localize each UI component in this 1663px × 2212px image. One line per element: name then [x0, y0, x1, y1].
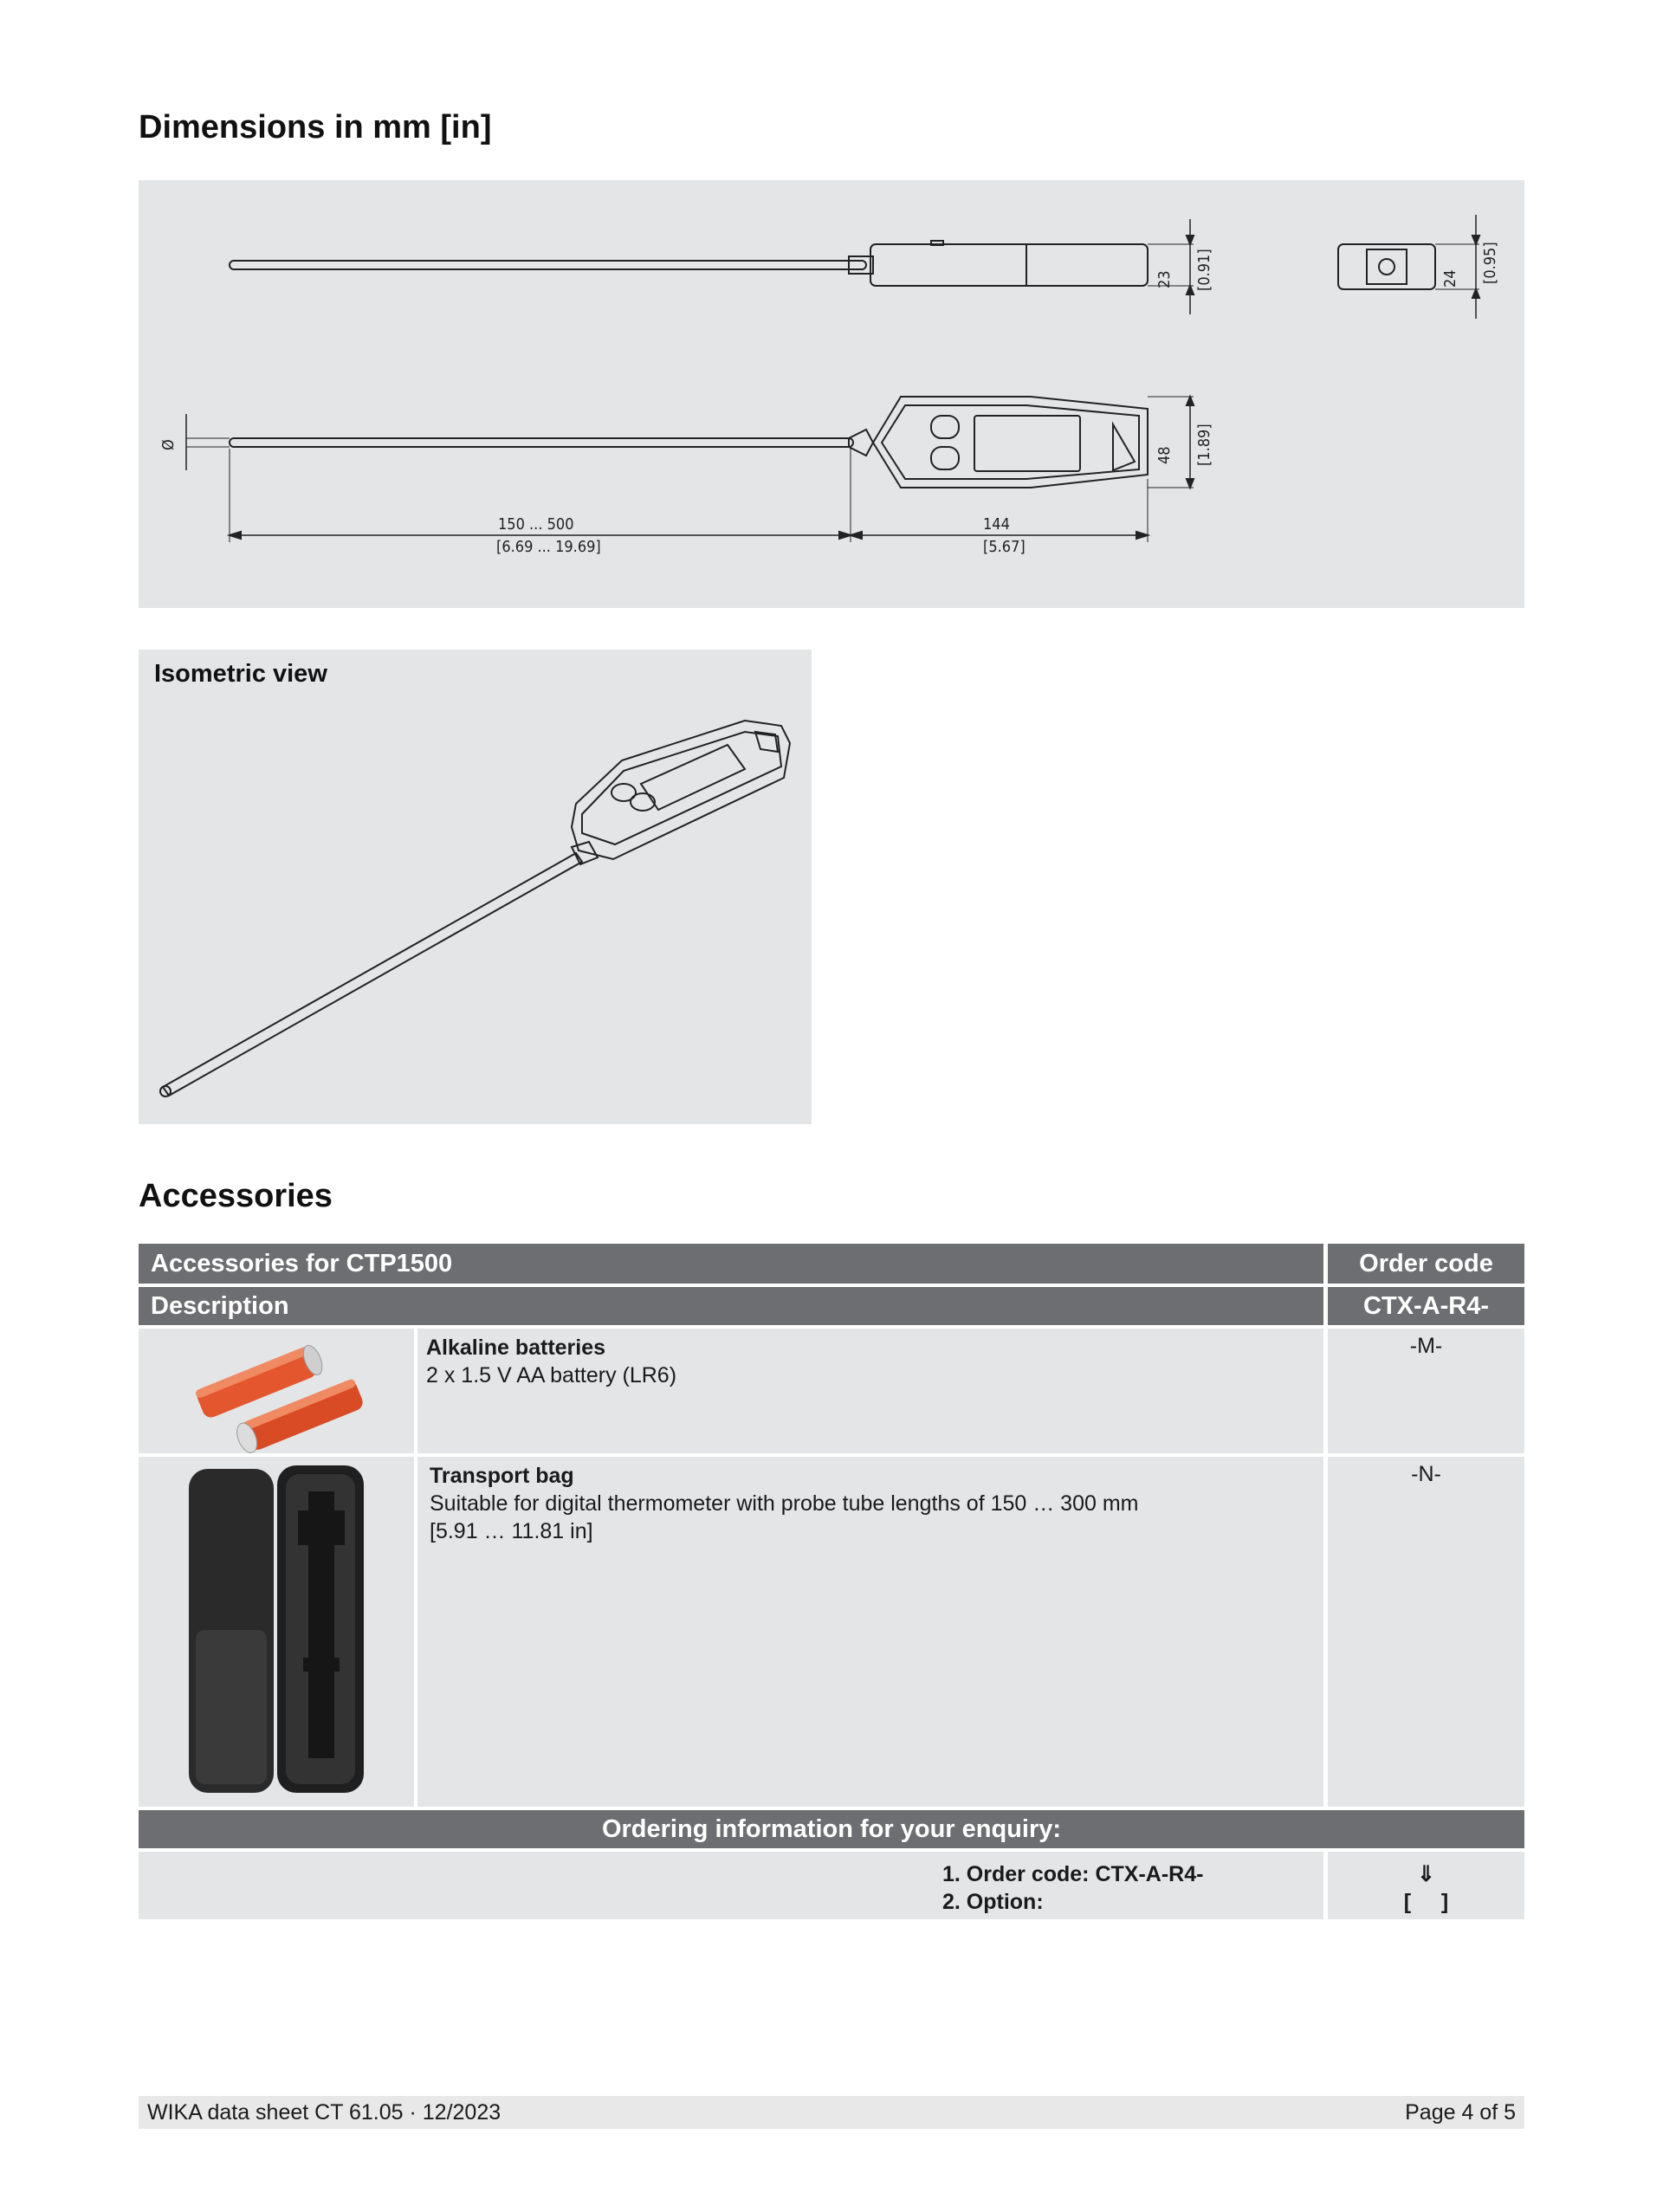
body-front-view — [873, 397, 1148, 488]
display-outline — [974, 416, 1080, 471]
item-title: Transport bag — [430, 1464, 574, 1488]
accessories-title: Accessories — [139, 1178, 333, 1214]
ordering-right — [1328, 1852, 1524, 1919]
dim-probe-length-in: [6.69 ... 19.69] — [496, 538, 601, 556]
subheader-right: CTX-A-R4- — [1328, 1287, 1524, 1325]
dim-diameter: Ø — [159, 439, 178, 450]
dimensions-drawing — [139, 180, 1524, 608]
table-row — [139, 1329, 1524, 1453]
iso-display — [641, 745, 745, 810]
table-row — [139, 1457, 1524, 1807]
transport-bag-image — [139, 1457, 414, 1807]
footer-datasheet: WIKA data sheet CT 61.05 · 12/2023 — [147, 2100, 501, 2125]
dim-body-length: 144 — [983, 515, 1010, 534]
table-subheader-row — [139, 1287, 1524, 1325]
page-footer — [139, 2096, 1524, 2129]
item-order-code: -M- — [1328, 1329, 1524, 1453]
battery-icon — [139, 1329, 414, 1453]
ordering-line-1: 1. Order code: CTX-A-R4- — [942, 1862, 1204, 1886]
ordering-left — [139, 1852, 1323, 1919]
header-right: Order code — [1328, 1244, 1524, 1284]
ordering-header: Ordering information for your enquiry: — [139, 1810, 1524, 1848]
table-header-row — [139, 1244, 1524, 1284]
dimensions-title: Dimensions in mm [in] — [139, 109, 492, 146]
header-left: Accessories for CTP1500 — [139, 1244, 1323, 1284]
item-text: Suitable for digital thermometer with probe tube lengths of 150 … 300 mm — [430, 1491, 1139, 1516]
isometric-label: Isometric view — [154, 660, 327, 688]
dim-height-end: 24 — [1441, 269, 1459, 288]
transport-bag-icon — [139, 1457, 414, 1807]
body-end-view — [1338, 244, 1435, 289]
battery-description — [417, 1329, 1323, 1453]
body-top-view — [870, 244, 1148, 286]
accessories-table — [139, 1244, 1524, 1919]
footer-page-number: Page 4 of 5 — [1405, 2100, 1516, 2125]
isometric-drawing — [139, 650, 812, 1124]
dim-body-length-in: [5.67] — [983, 538, 1026, 556]
probe-collar-top — [849, 256, 873, 274]
dim-probe-length: 150 ... 500 — [498, 515, 574, 534]
isometric-panel — [139, 650, 812, 1124]
ordering-arrow: ⇓ — [1417, 1862, 1435, 1886]
probe-top-view — [230, 261, 866, 269]
dim-height-top: 23 — [1155, 270, 1174, 288]
technical-drawing — [139, 180, 1524, 608]
dim-height-front-in: [1.89] — [1195, 424, 1213, 466]
battery-image — [139, 1329, 414, 1453]
item-order-code: -N- — [1328, 1457, 1524, 1807]
dim-height-top-in: [0.91] — [1195, 249, 1213, 291]
ordering-line-2: 2. Option: — [942, 1890, 1044, 1914]
item-title: Alkaline batteries — [426, 1336, 606, 1360]
ordering-row — [139, 1852, 1524, 1919]
dim-height-front: 48 — [1155, 446, 1174, 464]
transport-bag-description — [417, 1457, 1323, 1807]
subheader-left: Description — [139, 1287, 1323, 1325]
dim-height-end-in: [0.95] — [1481, 242, 1499, 284]
item-text-2: [5.91 … 11.81 in] — [430, 1519, 593, 1543]
iso-probe — [163, 853, 582, 1096]
item-text: 2 x 1.5 V AA battery (LR6) — [426, 1363, 677, 1387]
probe-front-view — [230, 438, 853, 447]
option-bracket[interactable]: [ ] — [1403, 1890, 1449, 1914]
